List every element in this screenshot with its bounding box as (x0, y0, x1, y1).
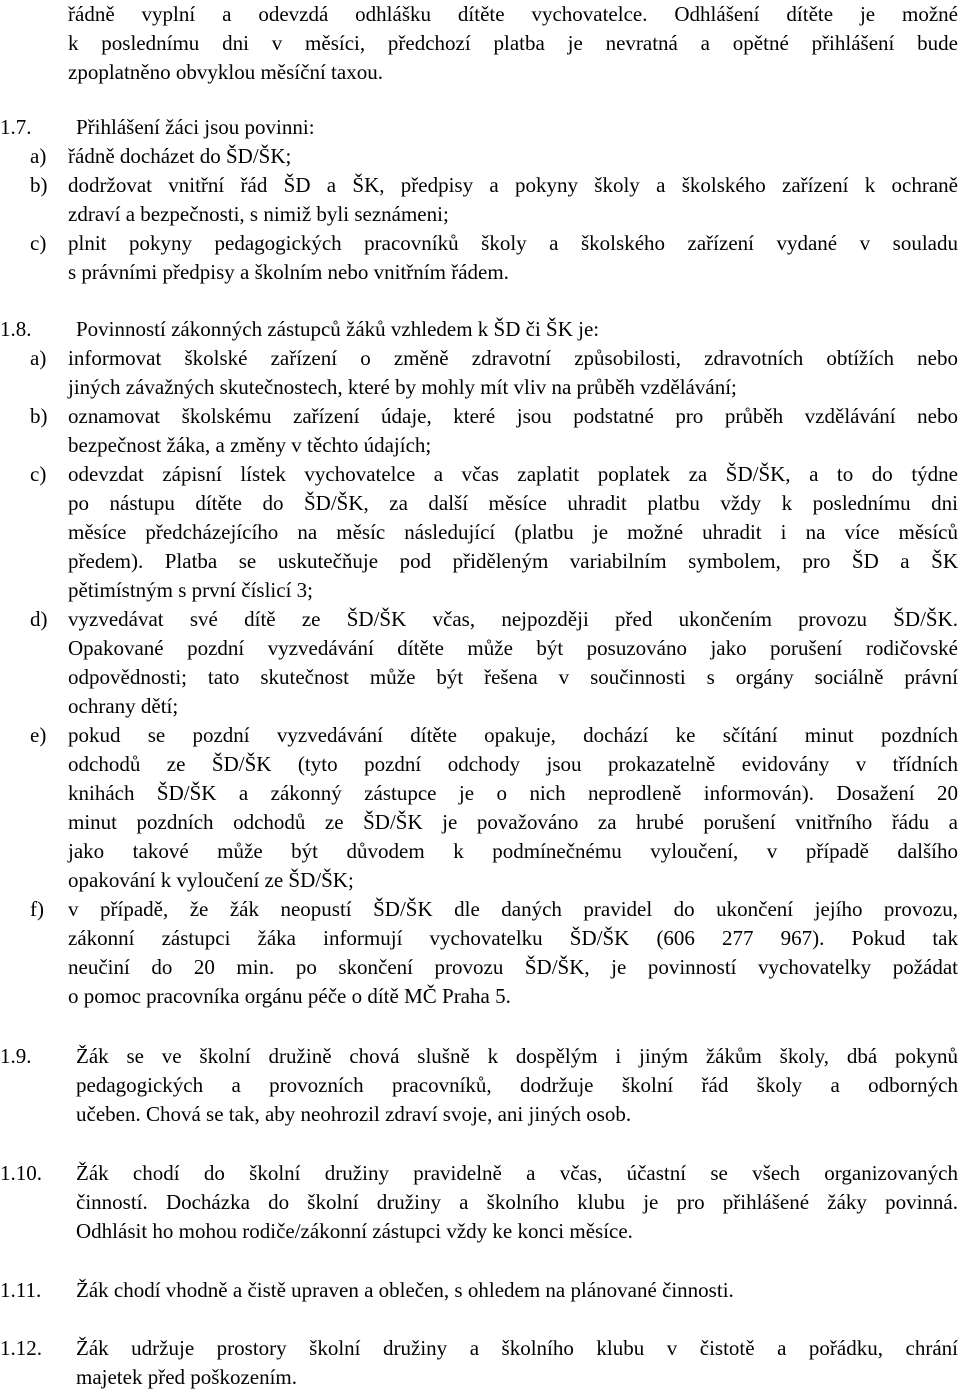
text-line: činností. Docházka do školní družiny a školního klubu je pro přihlášené žáky povinná. (76, 1190, 958, 1214)
text-line: zpoplatněno obvyklou měsíční taxou. (68, 60, 383, 84)
text-line: plnit pokyny pedagogických pracovníků školy a školského zařízení vydané v souladu (68, 231, 958, 255)
section-1-11 (0, 1276, 958, 1305)
section-number: 1.8. (0, 317, 32, 341)
section-title: Přihlášení žáci jsou povinni: (76, 115, 315, 139)
text-line: o pomoc pracovníka orgánu péče o dítě MČ Praha 5. (68, 984, 511, 1008)
text-line: pedagogických a provozních pracovníků, dodržuje školní řád školy a odborných (76, 1073, 958, 1097)
text-line: učeben. Chová se tak, aby neohrozil zdraví svoje, ani jiných osob. (76, 1102, 632, 1126)
section-1-10 (0, 1159, 958, 1246)
text-line: vyzvedávat své dítě ze ŠD/ŠK včas, nejpozději před ukončením provozu ŠD/ŠK. (68, 607, 958, 631)
text-line: oznamovat školskému zařízení údaje, které jsou podstatné pro průběh vzdělávání nebo (68, 404, 958, 428)
text-line: Opakované pozdní vyzvedávání dítěte může být posuzováno jako porušení rodičovské (68, 636, 958, 660)
section-1-7 (0, 113, 958, 287)
section-first-line (0, 1159, 958, 1188)
section-number: 1.9. (0, 1044, 32, 1068)
section-first-line (0, 1042, 958, 1071)
item-letter: b) (30, 404, 48, 428)
text-line: dodržovat vnitřní řád ŠD a ŠK, předpisy a pokyny školy a školského zařízení k ochraně (68, 173, 958, 197)
list-item (0, 142, 958, 171)
text-line: jako takové může být důvodem k podmínečnému vyloučení, v případě dalšího (68, 839, 958, 863)
text-line: informovat školské zařízení o změně zdravotní způsobilosti, zdravotních obtížích nebo (68, 346, 958, 370)
text-line: Odhlásit ho mohou rodiče/zákonní zástupci vždy ke konci měsíce. (76, 1219, 633, 1243)
text-line: pokud se pozdní vyzvedávání dítěte opakuje, dochází ke sčítání minut pozdních (68, 723, 958, 747)
section-1-8 (0, 315, 958, 1011)
text-line: minut pozdních odchodů ze ŠD/ŠK je považováno za hrubé porušení vnitřního řádu a (68, 810, 958, 834)
text-line: bezpečnost žáka, a změny v těchto údajích; (68, 433, 432, 457)
item-letter: a) (30, 144, 47, 168)
section-heading (0, 315, 958, 344)
item-letter: d) (30, 607, 48, 631)
section-1-12 (0, 1334, 958, 1392)
text-line: odevzdat zápisní lístek vychovatelce a včas zaplatit poplatek za ŠD/ŠK, a to do týdne (68, 462, 958, 486)
text-line: s právními předpisy a školním nebo vnitřním řádem. (68, 260, 509, 284)
text-line: ochrany dětí; (68, 694, 179, 718)
text-line: po nástupu dítěte do ŠD/ŠK, za další měsíce uhradit platbu vždy k poslednímu dni (68, 491, 958, 515)
list-item (0, 605, 958, 634)
list-item (0, 402, 958, 431)
section-first-line (0, 1276, 958, 1305)
list-item (0, 344, 958, 373)
section-number: 1.10. (0, 1161, 42, 1185)
text-line: zákonní zástupci žáka informují vychovatelku ŠD/ŠK (606 277 967). Pokud tak (68, 926, 958, 950)
text-line: zdraví a bezpečnosti, s nimiž byli seznámeni; (68, 202, 449, 226)
text-line: neučiní do 20 min. po skončení provozu ŠD/ŠK, je povinností vychovatelky požádat (68, 955, 958, 979)
item-letter: e) (30, 723, 47, 747)
list-item (0, 460, 958, 489)
section-number: 1.11. (0, 1278, 42, 1302)
text-line: Žák chodí vhodně a čistě upraven a oblečen, s ohledem na plánované činnosti. (76, 1278, 734, 1302)
text-line: měsíce předcházejícího na měsíc následující (platbu je možné uhradit i na více měsíců (68, 520, 958, 544)
text-line: předem). Platba se uskutečňuje pod přiděleným variabilním symbolem, pro ŠD a ŠK (68, 549, 958, 573)
section-title: Povinností zákonných zástupců žáků vzhledem k ŠD či ŠK je: (76, 317, 600, 341)
text-line: Žák udržuje prostory školní družiny a školního klubu v čistotě a pořádku, chrání (76, 1336, 958, 1360)
text-line: odchodů ze ŠD/ŠK (tyto pozdní odchody jsou prokazatelně evidovány v třídních (68, 752, 958, 776)
item-letter: b) (30, 173, 48, 197)
text-line: opakování k vyloučení ze ŠD/ŠK; (68, 868, 354, 892)
text-line: Žák chodí do školní družiny pravidelně a včas, účastní se všech organizovaných (76, 1161, 958, 1185)
text-line: jiných závažných skutečnostech, které by mohly mít vliv na průběh vzdělávání; (68, 375, 737, 399)
section-first-line (0, 1334, 958, 1363)
list-item (0, 895, 958, 924)
text-line: v případě, že žák neopustí ŠD/ŠK dle daných pravidel do ukončení jejího provozu, (68, 897, 958, 921)
section-number: 1.7. (0, 115, 32, 139)
text-line: řádně vyplní a odevzdá odhlášku dítěte vychovatelce. Odhlášení dítěte je možné (68, 2, 958, 26)
text-line: odpovědnosti; tato skutečnost může být řešena v součinnosti s orgány sociálně právní (68, 665, 958, 689)
text-line: Žák se ve školní družině chová slušně k dospělým i jiným žákům školy, dbá pokynů (76, 1044, 958, 1068)
item-letter: f) (30, 897, 44, 921)
item-letter: a) (30, 346, 47, 370)
text-line: pětimístným s první číslicí 3; (68, 578, 313, 602)
item-letter: c) (30, 231, 47, 255)
list-item (0, 171, 958, 200)
intro-paragraph (0, 0, 958, 87)
text-line: řádně docházet do ŠD/ŠK; (68, 144, 292, 168)
section-heading (0, 113, 958, 142)
list-item (0, 721, 958, 750)
section-number: 1.12. (0, 1336, 42, 1360)
list-item (0, 229, 958, 258)
section-1-9 (0, 1042, 958, 1129)
item-letter: c) (30, 462, 47, 486)
text-line: majetek před poškozením. (76, 1365, 298, 1389)
text-line: k poslednímu dni v měsíci, předchozí platba je nevratná a opětné přihlášení bude (68, 31, 958, 55)
text-line: knihách ŠD/ŠK a zákonný zástupce je o nich neprodleně informován). Dosažení 20 (68, 781, 958, 805)
